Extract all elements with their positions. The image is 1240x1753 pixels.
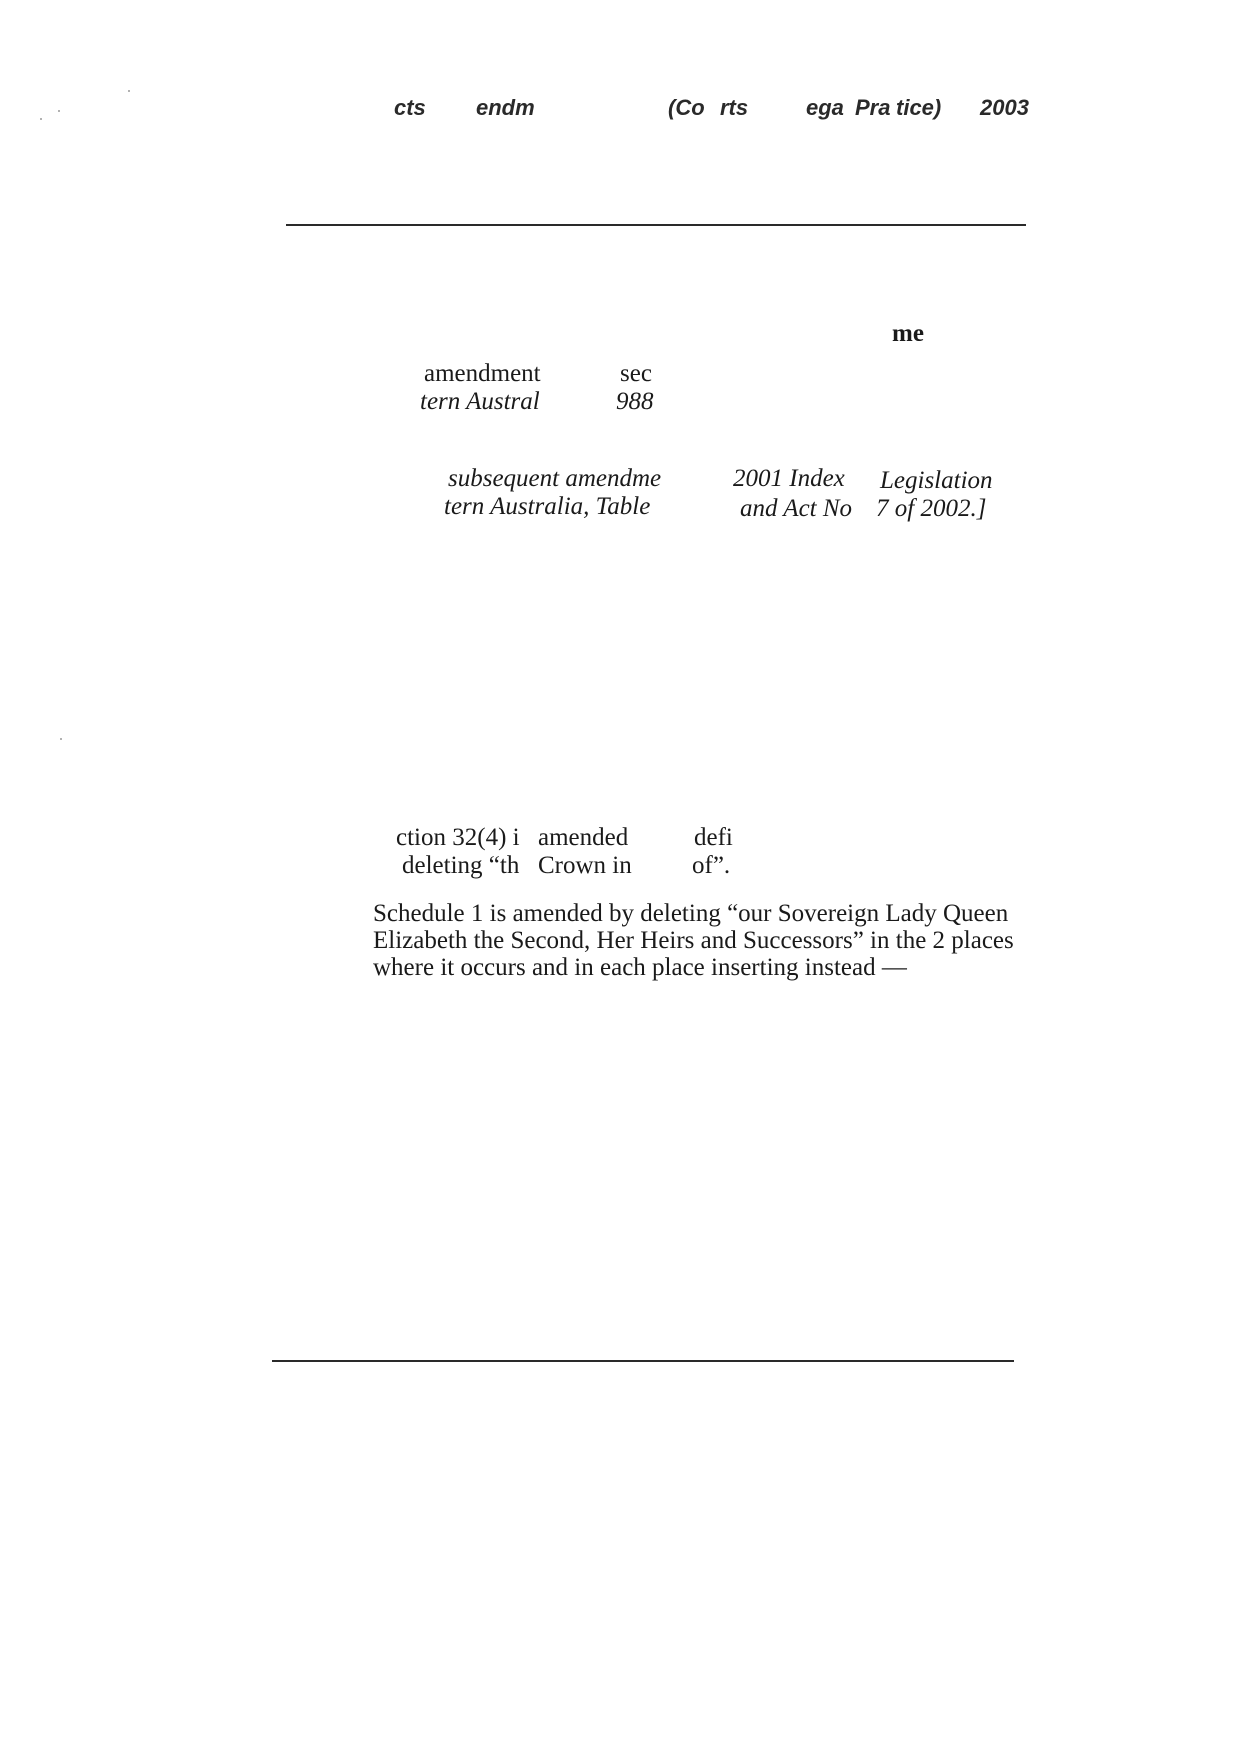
fragment-tern-austral: tern Austral	[420, 388, 540, 415]
header-col6: Pra	[855, 95, 891, 120]
header-col3: (Co	[668, 95, 705, 120]
fragment-me: me	[892, 320, 924, 347]
note-line1-b: 2001 Index	[733, 465, 845, 492]
note-line2-a: tern Australia, Table	[444, 493, 651, 520]
header-col5: ega	[806, 95, 844, 120]
scan-speck	[128, 90, 130, 92]
header-rule	[286, 224, 1026, 226]
schedule-line-2: Elizabeth the Second, Her Heirs and Successors” in the 2 places	[373, 927, 1014, 954]
scan-speck	[60, 738, 62, 740]
schedule-line-1: Schedule 1 is amended by deleting “our Sovereign Lady Queen	[373, 900, 1009, 927]
header-col1: cts	[394, 95, 426, 120]
header-col4: rts	[720, 95, 749, 120]
footer-rule	[272, 1360, 1014, 1362]
note-line2-c: 7 of 2002.]	[876, 495, 987, 522]
fragment-sec: sec	[620, 360, 652, 387]
scan-speck	[40, 118, 42, 120]
fragment-amendment: amendment	[424, 360, 541, 387]
section-line2-b: Crown in	[538, 852, 632, 879]
header-year: 2003	[980, 95, 1029, 120]
section-line2-c: of”.	[692, 852, 731, 879]
note-line2-b: and Act No	[740, 495, 853, 522]
scan-speck	[58, 110, 60, 112]
section-line2-a: deleting “th	[402, 852, 520, 879]
section-line1-c: defi	[694, 824, 733, 851]
section-line1-b: amended	[538, 824, 629, 851]
note-line1-c: Legislation	[880, 467, 993, 494]
section-line1-a: ction 32(4) i	[396, 824, 520, 851]
schedule-paragraph	[373, 900, 1033, 981]
note-line1-a: subsequent amendme	[448, 465, 662, 492]
schedule-line-3: where it occurs and in each place inserting instead —	[373, 954, 907, 981]
header-col2: endm	[476, 95, 535, 120]
fragment-988: 988	[616, 388, 654, 415]
header-col7: tice)	[896, 95, 942, 120]
